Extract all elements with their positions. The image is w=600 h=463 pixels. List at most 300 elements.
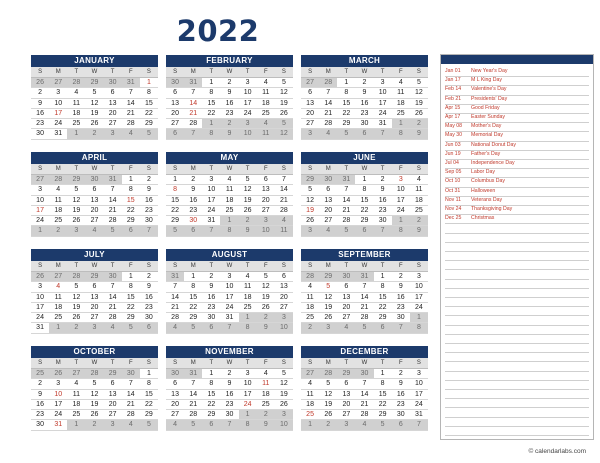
day-cell: 15 xyxy=(122,293,140,303)
day-cell: 4 xyxy=(301,379,319,389)
adjacent-month-day: 10 xyxy=(275,323,293,333)
day-cell: 22 xyxy=(166,206,184,216)
month-title: JUNE xyxy=(301,152,428,164)
adjacent-month-day: 5 xyxy=(166,226,184,236)
day-cell: 10 xyxy=(49,99,67,109)
day-cell: 27 xyxy=(104,410,122,420)
day-cell: 21 xyxy=(275,196,293,206)
day-cell: 20 xyxy=(275,293,293,303)
day-cell: 3 xyxy=(239,78,257,88)
day-cell: 24 xyxy=(410,303,428,313)
day-cell: 9 xyxy=(392,282,410,292)
day-cell: 28 xyxy=(355,313,373,323)
month-september xyxy=(301,249,428,334)
day-cell: 25 xyxy=(239,303,257,313)
day-cell: 4 xyxy=(410,175,428,185)
day-cell: 21 xyxy=(122,400,140,410)
day-cell: 23 xyxy=(140,303,158,313)
adjacent-month-day: 30 xyxy=(85,175,103,185)
adjacent-month-day: 9 xyxy=(410,129,428,139)
weekday-label: T xyxy=(239,358,257,369)
adjacent-month-day: 1 xyxy=(220,216,238,226)
adjacent-month-day: 2 xyxy=(410,119,428,129)
day-cell: 8 xyxy=(184,282,202,292)
day-cell: 4 xyxy=(257,369,275,379)
day-cell: 24 xyxy=(49,410,67,420)
day-cell: 31 xyxy=(49,420,67,430)
month-april xyxy=(31,152,158,237)
day-cell: 4 xyxy=(257,78,275,88)
adjacent-month-day: 30 xyxy=(166,78,184,88)
month-title: SEPTEMBER xyxy=(301,249,428,261)
day-cell: 27 xyxy=(301,119,319,129)
day-cell: 2 xyxy=(31,379,49,389)
adjacent-month-day: 6 xyxy=(392,420,410,430)
day-cell: 1 xyxy=(140,78,158,88)
weekday-label: S xyxy=(31,261,49,272)
holiday-name: Halloween xyxy=(471,187,496,194)
adjacent-month-day: 8 xyxy=(220,226,238,236)
day-cell: 20 xyxy=(319,206,337,216)
adjacent-month-day: 7 xyxy=(202,226,220,236)
day-cell: 21 xyxy=(355,303,373,313)
day-cell: 19 xyxy=(275,390,293,400)
holiday-date: Nov 24 xyxy=(445,206,462,212)
weekday-label: F xyxy=(257,358,275,369)
day-cell: 7 xyxy=(184,379,202,389)
day-cell: 6 xyxy=(337,282,355,292)
day-cell: 9 xyxy=(31,390,49,400)
holiday-date: May 30 xyxy=(445,132,463,139)
day-cell: 24 xyxy=(202,206,220,216)
day-cell: 17 xyxy=(49,109,67,119)
adjacent-month-day: 25 xyxy=(31,369,49,379)
adjacent-month-day: 1 xyxy=(49,323,67,333)
day-cell: 23 xyxy=(140,206,158,216)
day-cell: 9 xyxy=(374,185,392,195)
day-cell: 18 xyxy=(301,303,319,313)
adjacent-month-day: 26 xyxy=(31,272,49,282)
weekday-label: M xyxy=(319,261,337,272)
adjacent-month-day: 8 xyxy=(239,420,257,430)
adjacent-month-day: 5 xyxy=(184,323,202,333)
weekday-label: F xyxy=(122,358,140,369)
holiday-name: Christmas xyxy=(471,215,495,222)
adjacent-month-day: 10 xyxy=(257,226,275,236)
holiday-name: Labor Day xyxy=(471,169,495,176)
day-cell: 8 xyxy=(355,185,373,195)
adjacent-month-day: 5 xyxy=(140,129,158,139)
day-cell: 13 xyxy=(166,390,184,400)
day-cell: 3 xyxy=(49,379,67,389)
weekday-label: S xyxy=(166,358,184,369)
day-cell: 17 xyxy=(239,99,257,109)
day-cell: 11 xyxy=(49,196,67,206)
day-cell: 20 xyxy=(166,400,184,410)
weekday-label: F xyxy=(392,164,410,175)
adjacent-month-day: 1 xyxy=(239,313,257,323)
day-cell: 30 xyxy=(374,216,392,226)
adjacent-month-day: 7 xyxy=(220,323,238,333)
month-grid xyxy=(301,67,428,140)
adjacent-month-day: 11 xyxy=(275,226,293,236)
day-cell: 16 xyxy=(31,109,49,119)
day-cell: 28 xyxy=(104,216,122,226)
weekday-label: S xyxy=(31,67,49,78)
day-cell: 14 xyxy=(355,293,373,303)
adjacent-month-day: 2 xyxy=(67,323,85,333)
day-cell: 14 xyxy=(275,185,293,195)
day-cell: 30 xyxy=(392,410,410,420)
weekday-label: T xyxy=(374,358,392,369)
day-cell: 29 xyxy=(202,410,220,420)
day-cell: 24 xyxy=(239,400,257,410)
holiday-panel-header-bar xyxy=(441,55,593,64)
day-cell: 13 xyxy=(319,196,337,206)
day-cell: 24 xyxy=(410,400,428,410)
adjacent-month-day: 7 xyxy=(374,226,392,236)
day-cell: 17 xyxy=(31,303,49,313)
adjacent-month-day: 31 xyxy=(184,369,202,379)
adjacent-month-day: 4 xyxy=(166,323,184,333)
day-cell: 30 xyxy=(392,313,410,323)
day-cell: 5 xyxy=(410,78,428,88)
day-cell: 7 xyxy=(355,282,373,292)
day-cell: 15 xyxy=(202,390,220,400)
day-cell: 24 xyxy=(239,109,257,119)
day-cell: 18 xyxy=(49,206,67,216)
day-cell: 13 xyxy=(104,99,122,109)
weekday-label: M xyxy=(184,261,202,272)
day-cell: 4 xyxy=(49,282,67,292)
holiday-date: Feb 21 xyxy=(445,95,462,102)
day-cell: 27 xyxy=(319,216,337,226)
day-cell: 11 xyxy=(257,88,275,98)
day-cell: 8 xyxy=(202,88,220,98)
day-cell: 22 xyxy=(140,109,158,119)
weekday-label: M xyxy=(184,67,202,78)
day-cell: 17 xyxy=(49,400,67,410)
day-cell: 11 xyxy=(392,88,410,98)
day-cell: 10 xyxy=(410,282,428,292)
weekday-label: M xyxy=(49,261,67,272)
weekday-label: S xyxy=(31,358,49,369)
day-cell: 5 xyxy=(319,282,337,292)
weekday-label: T xyxy=(202,164,220,175)
adjacent-month-day: 4 xyxy=(257,119,275,129)
adjacent-month-day: 6 xyxy=(202,323,220,333)
day-cell: 29 xyxy=(374,410,392,420)
day-cell: 26 xyxy=(275,109,293,119)
day-cell: 3 xyxy=(49,88,67,98)
day-cell: 23 xyxy=(374,206,392,216)
day-cell: 24 xyxy=(31,216,49,226)
day-cell: 27 xyxy=(275,303,293,313)
weekday-label: W xyxy=(220,67,238,78)
day-cell: 29 xyxy=(140,119,158,129)
day-cell: 29 xyxy=(184,313,202,323)
weekday-label: S xyxy=(275,261,293,272)
day-cell: 25 xyxy=(67,410,85,420)
day-cell: 12 xyxy=(301,196,319,206)
weekday-label: F xyxy=(122,261,140,272)
day-cell: 7 xyxy=(166,282,184,292)
adjacent-month-day: 28 xyxy=(67,272,85,282)
day-cell: 17 xyxy=(374,99,392,109)
month-grid xyxy=(301,261,428,334)
day-cell: 14 xyxy=(104,293,122,303)
adjacent-month-day: 1 xyxy=(392,119,410,129)
day-cell: 8 xyxy=(374,282,392,292)
day-cell: 20 xyxy=(85,303,103,313)
day-cell: 19 xyxy=(275,99,293,109)
day-cell: 20 xyxy=(257,196,275,206)
day-cell: 22 xyxy=(122,206,140,216)
adjacent-month-day: 30 xyxy=(166,369,184,379)
adjacent-month-day: 31 xyxy=(337,175,355,185)
day-cell: 16 xyxy=(392,390,410,400)
adjacent-month-day: 1 xyxy=(410,313,428,323)
day-cell: 23 xyxy=(220,109,238,119)
adjacent-month-day: 5 xyxy=(122,323,140,333)
weekday-label: M xyxy=(184,358,202,369)
adjacent-month-day: 4 xyxy=(319,226,337,236)
day-cell: 6 xyxy=(85,282,103,292)
day-cell: 11 xyxy=(49,293,67,303)
day-cell: 27 xyxy=(337,313,355,323)
day-cell: 19 xyxy=(410,99,428,109)
year-title: 2022 xyxy=(176,14,260,48)
day-cell: 2 xyxy=(31,88,49,98)
month-grid xyxy=(31,261,158,334)
day-cell: 10 xyxy=(239,379,257,389)
month-grid xyxy=(31,358,158,431)
day-cell: 15 xyxy=(184,293,202,303)
adjacent-month-day: 1 xyxy=(239,410,257,420)
day-cell: 13 xyxy=(166,99,184,109)
adjacent-month-day: 2 xyxy=(85,420,103,430)
adjacent-month-day: 8 xyxy=(392,129,410,139)
day-cell: 10 xyxy=(374,88,392,98)
adjacent-month-day: 30 xyxy=(104,78,122,88)
day-cell: 16 xyxy=(140,293,158,303)
adjacent-month-day: 29 xyxy=(67,175,85,185)
holiday-name: Valentine's Day xyxy=(471,86,507,93)
day-cell: 20 xyxy=(104,109,122,119)
weekday-label: W xyxy=(85,358,103,369)
adjacent-month-day: 1 xyxy=(67,420,85,430)
day-cell: 5 xyxy=(85,88,103,98)
day-cell: 13 xyxy=(257,185,275,195)
day-cell: 23 xyxy=(355,109,373,119)
weekday-label: S xyxy=(301,261,319,272)
day-cell: 23 xyxy=(184,206,202,216)
adjacent-month-day: 28 xyxy=(319,369,337,379)
weekday-label: S xyxy=(166,164,184,175)
adjacent-month-day: 3 xyxy=(104,420,122,430)
adjacent-month-day: 1 xyxy=(392,216,410,226)
adjacent-month-day: 10 xyxy=(239,129,257,139)
month-title: NOVEMBER xyxy=(166,346,293,358)
day-cell: 2 xyxy=(184,175,202,185)
day-cell: 25 xyxy=(301,410,319,420)
weekday-label: T xyxy=(202,358,220,369)
adjacent-month-day: 6 xyxy=(374,323,392,333)
adjacent-month-day: 7 xyxy=(184,129,202,139)
adjacent-month-day: 31 xyxy=(166,272,184,282)
day-cell: 29 xyxy=(355,216,373,226)
day-cell: 14 xyxy=(104,196,122,206)
day-cell: 1 xyxy=(122,272,140,282)
holiday-date: Jan 01 xyxy=(445,68,461,74)
weekday-label: T xyxy=(104,358,122,369)
weekday-label: S xyxy=(275,164,293,175)
day-cell: 18 xyxy=(239,293,257,303)
day-cell: 17 xyxy=(410,390,428,400)
adjacent-month-day: 3 xyxy=(301,129,319,139)
adjacent-month-day: 5 xyxy=(374,420,392,430)
month-august xyxy=(166,249,293,334)
day-cell: 2 xyxy=(355,78,373,88)
day-cell: 26 xyxy=(301,216,319,226)
adjacent-month-day: 9 xyxy=(410,226,428,236)
weekday-label: T xyxy=(374,261,392,272)
adjacent-month-day: 10 xyxy=(275,420,293,430)
day-cell: 9 xyxy=(392,379,410,389)
holiday-list-panel xyxy=(440,54,594,440)
weekday-label: S xyxy=(275,67,293,78)
weekday-label: T xyxy=(104,164,122,175)
day-cell: 29 xyxy=(122,216,140,226)
day-cell: 3 xyxy=(31,282,49,292)
holiday-name: Memorial Day xyxy=(471,132,503,139)
day-cell: 9 xyxy=(355,88,373,98)
day-cell: 12 xyxy=(67,196,85,206)
month-title: DECEMBER xyxy=(301,346,428,358)
holiday-name: Mother's Day xyxy=(471,123,502,130)
day-cell: 4 xyxy=(67,379,85,389)
day-cell: 2 xyxy=(374,175,392,185)
day-cell: 7 xyxy=(319,88,337,98)
adjacent-month-day: 2 xyxy=(410,216,428,226)
day-cell: 5 xyxy=(67,185,85,195)
adjacent-month-day: 27 xyxy=(31,175,49,185)
day-cell: 30 xyxy=(220,410,238,420)
day-cell: 1 xyxy=(202,369,220,379)
adjacent-month-day: 4 xyxy=(122,420,140,430)
holiday-name: Presidents' Day xyxy=(471,95,508,102)
weekday-label: M xyxy=(319,164,337,175)
day-cell: 12 xyxy=(319,390,337,400)
adjacent-month-day: 27 xyxy=(301,78,319,88)
holiday-date: Nov 11 xyxy=(445,196,462,203)
day-cell: 1 xyxy=(355,175,373,185)
adjacent-month-day: 3 xyxy=(319,323,337,333)
day-cell: 8 xyxy=(140,379,158,389)
day-cell: 3 xyxy=(374,78,392,88)
day-cell: 17 xyxy=(202,196,220,206)
day-cell: 28 xyxy=(184,410,202,420)
adjacent-month-day: 28 xyxy=(301,272,319,282)
day-cell: 30 xyxy=(202,313,220,323)
weekday-label: T xyxy=(104,67,122,78)
day-cell: 18 xyxy=(67,109,85,119)
day-cell: 31 xyxy=(374,119,392,129)
adjacent-month-day: 7 xyxy=(220,420,238,430)
weekday-label: S xyxy=(31,164,49,175)
day-cell: 14 xyxy=(122,99,140,109)
weekday-label: S xyxy=(410,164,428,175)
day-cell: 29 xyxy=(374,313,392,323)
weekday-label: T xyxy=(374,164,392,175)
holiday-date: Dec 25 xyxy=(445,215,462,222)
day-cell: 1 xyxy=(140,369,158,379)
day-cell: 11 xyxy=(67,99,85,109)
day-cell: 12 xyxy=(275,88,293,98)
adjacent-month-day: 30 xyxy=(337,272,355,282)
day-cell: 13 xyxy=(85,293,103,303)
day-cell: 21 xyxy=(184,400,202,410)
adjacent-month-day: 26 xyxy=(31,78,49,88)
day-cell: 20 xyxy=(301,109,319,119)
day-cell: 24 xyxy=(374,109,392,119)
day-cell: 16 xyxy=(374,196,392,206)
month-grid xyxy=(301,358,428,431)
day-cell: 24 xyxy=(49,119,67,129)
day-cell: 22 xyxy=(374,303,392,313)
adjacent-month-day: 29 xyxy=(337,369,355,379)
adjacent-month-day: 4 xyxy=(104,323,122,333)
weekday-label: S xyxy=(410,358,428,369)
day-cell: 6 xyxy=(319,185,337,195)
day-cell: 12 xyxy=(85,99,103,109)
day-cell: 20 xyxy=(337,303,355,313)
day-cell: 6 xyxy=(85,185,103,195)
month-grid xyxy=(31,164,158,237)
day-cell: 6 xyxy=(257,175,275,185)
day-cell: 12 xyxy=(275,379,293,389)
adjacent-month-day: 4 xyxy=(85,226,103,236)
day-cell: 4 xyxy=(67,88,85,98)
day-cell: 1 xyxy=(374,272,392,282)
day-cell: 6 xyxy=(301,88,319,98)
day-cell: 26 xyxy=(410,109,428,119)
day-cell: 6 xyxy=(166,88,184,98)
footer-credit: © calendarlabs.com xyxy=(528,448,586,455)
day-cell: 31 xyxy=(220,313,238,323)
adjacent-month-day: 4 xyxy=(122,129,140,139)
day-cell: 28 xyxy=(275,206,293,216)
day-cell: 19 xyxy=(301,206,319,216)
day-cell: 1 xyxy=(202,78,220,88)
adjacent-month-day: 2 xyxy=(319,420,337,430)
weekday-label: F xyxy=(392,261,410,272)
day-cell: 20 xyxy=(104,400,122,410)
day-cell: 23 xyxy=(220,400,238,410)
holiday-date: Apr 17 xyxy=(445,114,461,120)
day-cell: 21 xyxy=(337,206,355,216)
holiday-date: Sep 05 xyxy=(445,169,462,176)
adjacent-month-day: 29 xyxy=(104,369,122,379)
holiday-date: Jan 17 xyxy=(445,77,461,84)
day-cell: 13 xyxy=(104,390,122,400)
weekday-label: S xyxy=(140,358,158,369)
day-cell: 7 xyxy=(122,379,140,389)
day-cell: 1 xyxy=(166,175,184,185)
adjacent-month-day: 9 xyxy=(257,420,275,430)
adjacent-month-day: 3 xyxy=(257,216,275,226)
day-cell: 1 xyxy=(337,78,355,88)
